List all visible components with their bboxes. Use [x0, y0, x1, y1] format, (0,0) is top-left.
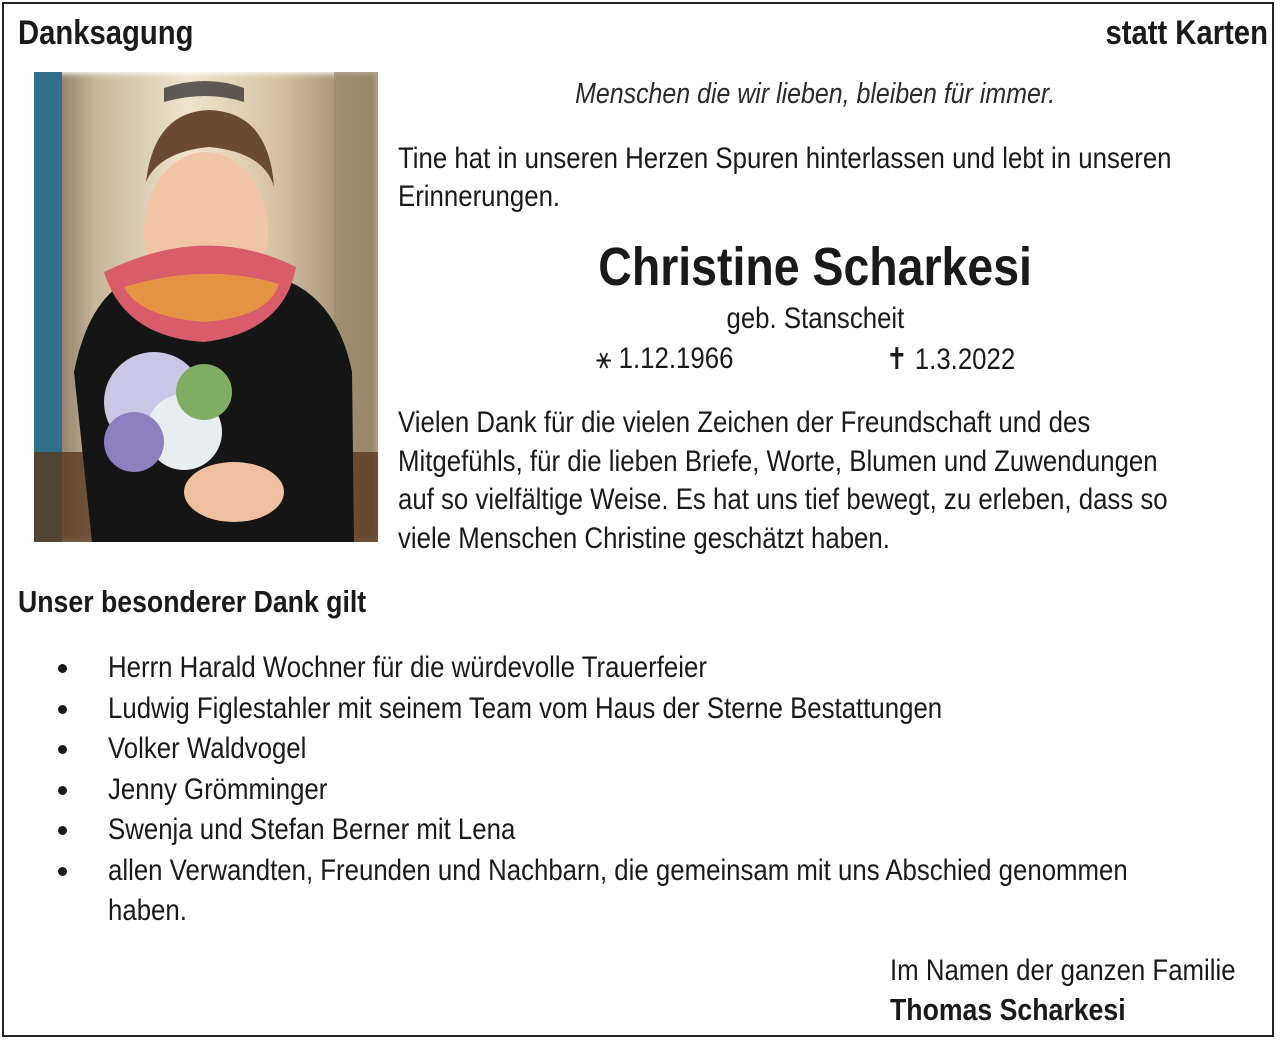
list-item: Volker Waldvogel [52, 729, 1252, 770]
bullet-icon [58, 705, 67, 714]
list-item: Swenja und Stefan Berner mit Lena [52, 810, 1252, 851]
list-item: Ludwig Figlestahler mit seinem Team vom Haus der Sterne Bestattungen [52, 689, 1252, 730]
intro-paragraph: Tine hat in unseren Herzen Spuren hinterlassen und lebt in unseren Erinnerungen. [398, 142, 1172, 213]
signature-name: Thomas Scharkesi [890, 992, 1126, 1027]
thanks-paragraph: Vielen Dank für die vielen Zeichen der Freundschaft und des Mitgefühls, für die lieben Briefe, Worte, Blumen und Zuwendungen auf so vielfältige Weise. Es hat uns tief bewegt, zu erleben, dass so viele Menschen Christine geschätzt haben. [398, 406, 1168, 555]
bullet-icon [58, 826, 67, 835]
maiden-name: geb. Stanscheit [726, 302, 904, 335]
birth-star-icon: ⚹ [596, 342, 612, 375]
header-title: Danksagung [18, 14, 194, 52]
death-date: ✝ 1.3.2022 [886, 343, 1016, 376]
portrait-photo [34, 72, 378, 542]
cross-icon: ✝ [886, 343, 908, 376]
list-item: Jenny Grömminger [52, 770, 1252, 811]
special-thanks-list [52, 648, 1252, 932]
bullet-icon [58, 786, 67, 795]
list-item: allen Verwandten, Freunden und Nachbarn, die gemeinsam mit uns Abschied genommen [52, 851, 1252, 892]
special-thanks-heading: Unser besonderer Dank gilt [18, 584, 367, 619]
bullet-icon [58, 867, 67, 876]
bullet-icon [58, 745, 67, 754]
signature-line: Im Namen der ganzen Familie [890, 954, 1236, 987]
header-statt-karten: statt Karten [1105, 14, 1268, 52]
deceased-name: Christine Scharkesi [598, 237, 1032, 297]
birth-date: ⚹ 1.12.1966 [596, 342, 734, 375]
bullet-icon [58, 664, 67, 673]
list-item-continuation: haben. [108, 894, 187, 927]
list-item: Herrn Harald Wochner für die würdevolle Trauerfeier [52, 648, 1252, 689]
motto-line: Menschen die wir lieben, bleiben für immer. [574, 78, 1056, 110]
